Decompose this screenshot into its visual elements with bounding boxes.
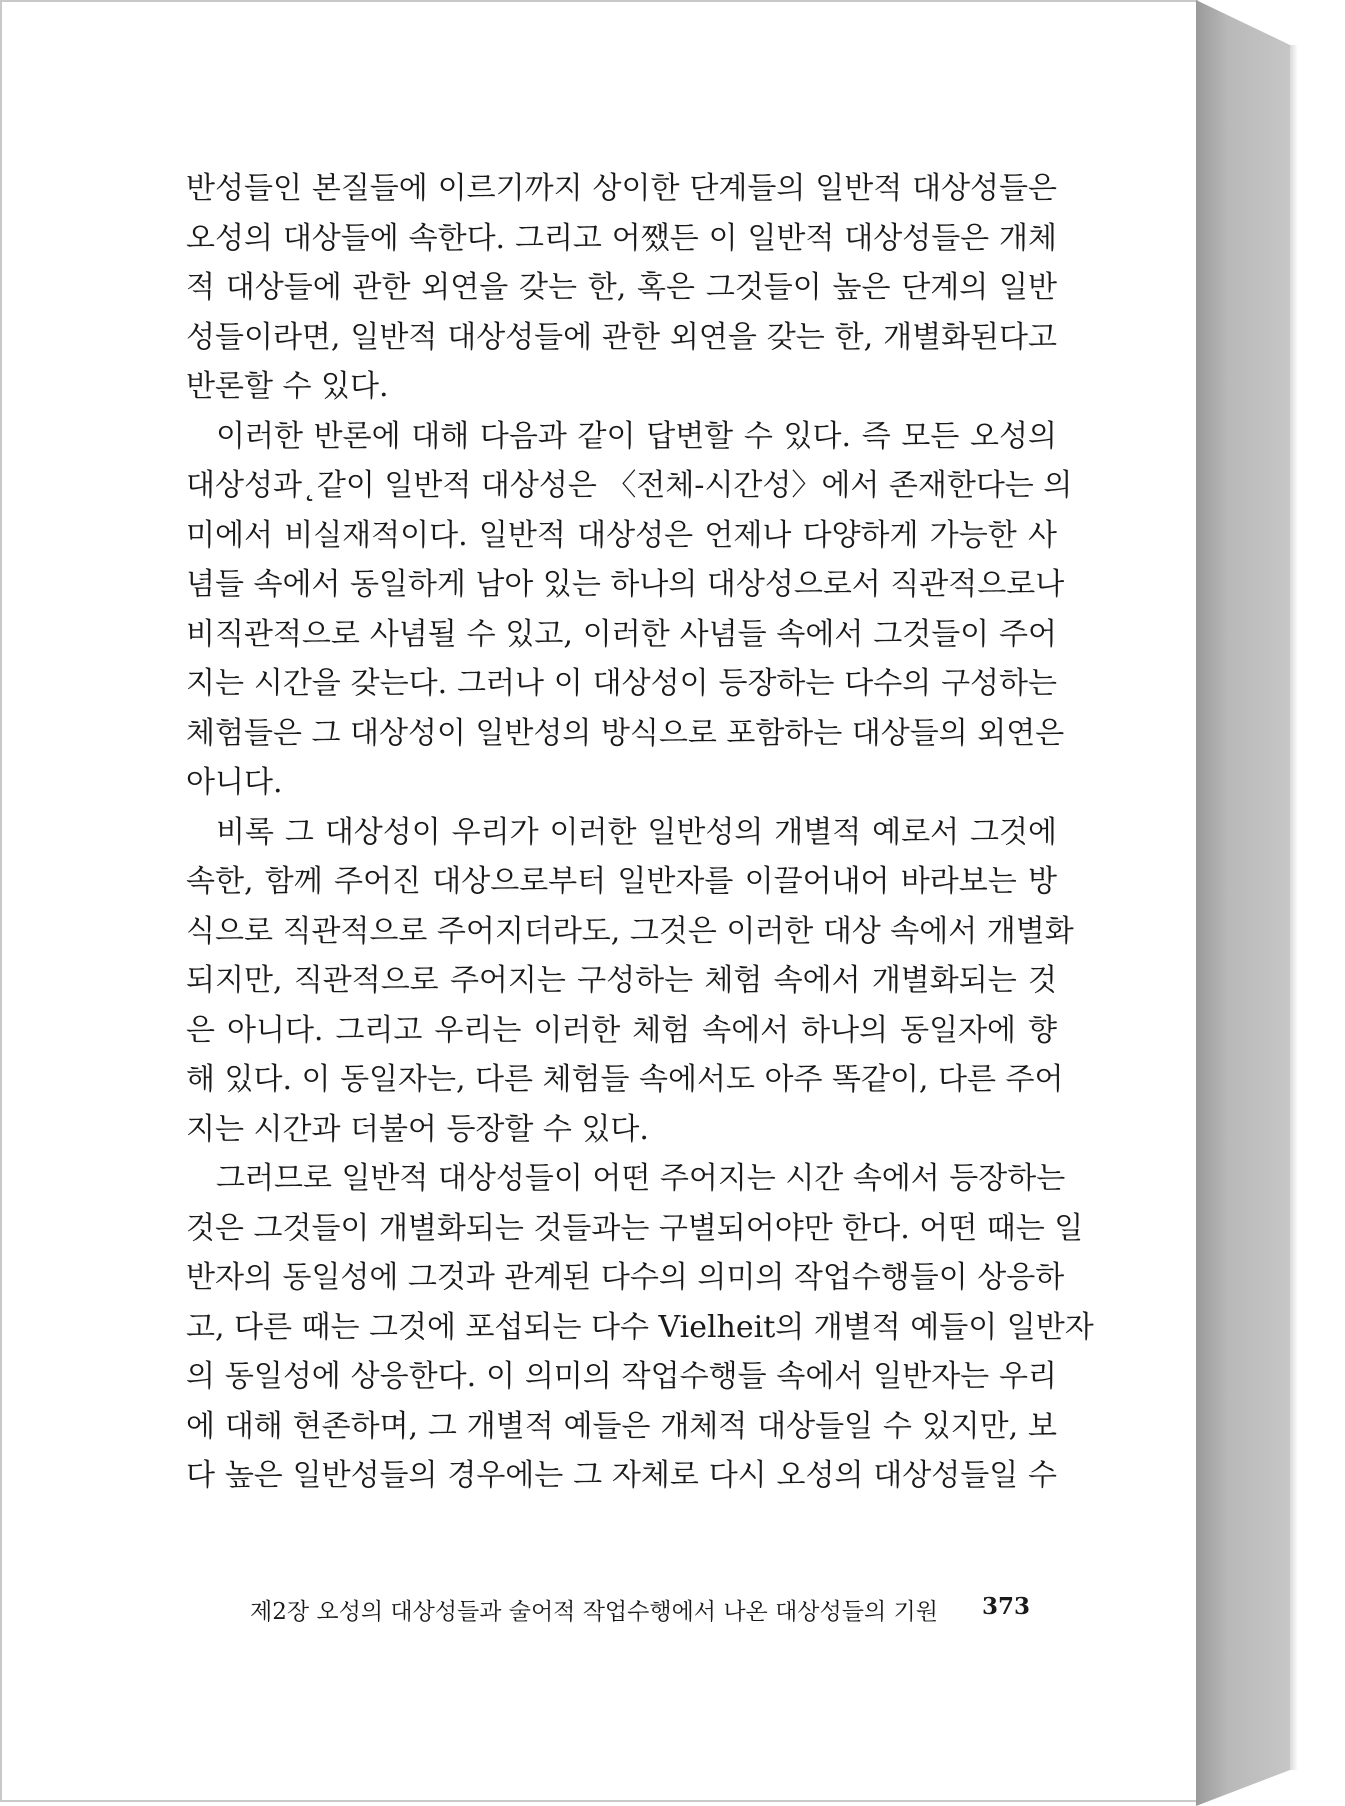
text-line: 지는 시간과 더불어 등장할 수 있다. [186,1111,649,1147]
edge-shadow [1290,45,1298,1770]
text-line: 비록 그 대상성이 우리가 이러한 일반성의 개별적 예로서 그것에 [216,814,1057,850]
text-line: 의 동일성에 상응한다. 이 의미의 작업수행들 속에서 일반자는 우리 [186,1359,1057,1394]
text-line: 적 대상들에 관한 외연을 갖는 한, 혹은 그것들이 높은 단계의 일반 [186,270,1057,305]
paragraph [186,808,1074,1155]
paragraph [186,412,1073,808]
text-line: 성들이라면, 일반적 대상성들에 관한 외연을 갖는 한, 개별화된다고 [186,319,1057,355]
running-footer [250,1593,1030,1626]
text-line: 반자의 동일성에 그것과 관계된 다수의 의미의 작업수행들이 상응하 [186,1260,1065,1295]
text-line: 미에서 비실재적이다. 일반적 대상성은 언제나 다양하게 가능한 사 [186,517,1057,553]
text-line: 념들 속에서 동일하게 남아 있는 하나의 대상성으로서 직관적으로나 [186,567,1065,602]
text-line: 다 높은 일반성들의 경우에는 그 자체로 다시 오성의 대상성들일 수 [186,1458,1057,1493]
text-line: 대상성과˛같이 일반적 대상성은 〈전체-시간성〉에서 존재한다는 의 [186,468,1073,503]
text-line: 식으로 직관적으로 주어지더라도, 그것은 이러한 대상 속에서 개별화 [186,913,1074,949]
text-line: 고, 다른 때는 그것에 포섭되는 다수 Vielheit의 개별적 예들이 일반자 [186,1309,1094,1345]
text-line: 그러므로 일반적 대상성들이 어떤 주어지는 시간 속에서 등장하는 [216,1161,1066,1196]
paragraph [186,164,1057,412]
body-text [186,164,1094,1501]
text-line: 에 대해 현존하며, 그 개별적 예들은 개체적 대상들일 수 있지만, 보 [186,1408,1057,1444]
text-line: 것은 그것들이 개별화되는 것들과는 구별되어야만 한다. 어떤 때는 일 [186,1210,1084,1246]
text-line: 오성의 대상들에 속한다. 그리고 어쨌든 이 일반적 대상성들은 개체 [186,220,1057,256]
text-line: 이러한 반론에 대해 다음과 같이 답변할 수 있다. 즉 모든 오성의 [216,418,1057,454]
text-line: 은 아니다. 그리고 우리는 이러한 체험 속에서 하나의 동일자에 향 [186,1012,1057,1048]
text-line: 지는 시간을 갖는다. 그러나 이 대상성이 등장하는 다수의 구성하는 [186,666,1057,701]
page-number: 373 [981,1593,1030,1620]
text-line: 반성들인 본질들에 이르기까지 상이한 단계들의 일반적 대상성들은 [186,171,1057,206]
text-line: 비직관적으로 사념될 수 있고, 이러한 사념들 속에서 그것들이 주어 [186,616,1057,652]
text-line: 되지만, 직관적으로 주어지는 구성하는 체험 속에서 개별화되는 것 [186,963,1057,998]
chapter-title: 제2장 오성의 대상성들과 술어적 작업수행에서 나온 대상성들의 기원 [250,1599,938,1625]
text-line: 해 있다. 이 동일자는, 다른 체험들 속에서도 아주 똑같이, 다른 주어 [186,1062,1064,1097]
text-line: 아니다. [186,765,283,800]
book-edge [1196,0,1290,1806]
text-line: 반론할 수 있다. [186,369,389,404]
text-line: 체험들은 그 대상성이 일반성의 방식으로 포함하는 대상들의 외연은 [186,715,1065,751]
paragraph [186,1154,1094,1501]
text-line: 속한, 함께 주어진 대상으로부터 일반자를 이끌어내어 바라보는 방 [186,864,1057,899]
